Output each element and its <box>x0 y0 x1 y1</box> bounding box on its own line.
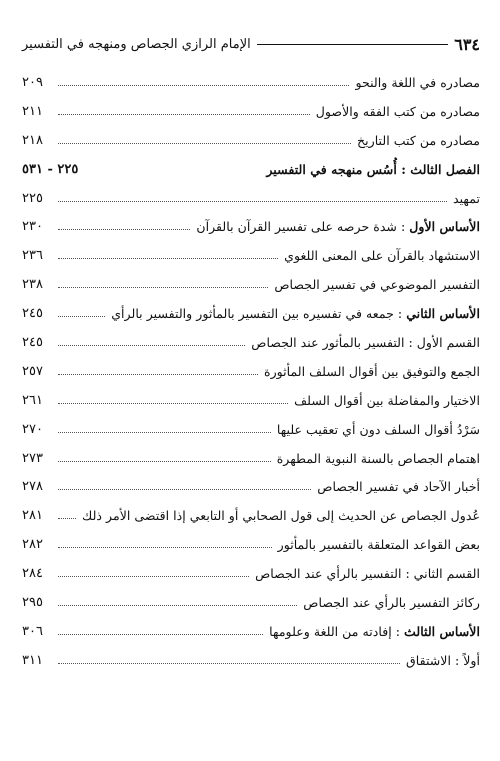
dot-leader <box>58 605 297 606</box>
toc-entry-label: الجمع والتوفيق بين أقوال السلف المأثورة <box>263 363 480 379</box>
toc-entry[interactable] <box>22 328 480 357</box>
toc-section-entry[interactable] <box>22 299 480 328</box>
dot-leader <box>58 576 249 577</box>
toc-entry[interactable] <box>22 646 480 675</box>
toc-page-number: ٢٢٥ <box>22 190 43 206</box>
toc-page-number: ٢٩٥ <box>22 594 43 610</box>
toc-entry[interactable] <box>22 241 480 270</box>
table-of-contents <box>22 68 480 675</box>
dot-leader <box>58 229 190 230</box>
toc-entry-label: الاستشهاد بالقرآن على المعنى اللغوي <box>284 248 480 264</box>
toc-entry-label: أولاً : الاشتقاق <box>405 652 480 668</box>
toc-page-number: ٢٨١ <box>22 508 43 524</box>
dot-leader <box>58 316 105 317</box>
toc-entry-label: التفسير الموضوعي في تفسير الجصاص <box>274 277 480 293</box>
toc-page-number: ٢٤٥ <box>22 334 43 350</box>
toc-entry-label: الاختيار والمفاضلة بين أقوال السلف <box>294 392 480 408</box>
toc-entry[interactable] <box>22 184 480 213</box>
toc-page-number: ٢٦١ <box>22 392 43 408</box>
dot-leader <box>58 518 76 519</box>
toc-entry-label: مصادره من كتب الفقه والأصول <box>315 103 480 119</box>
toc-entry[interactable] <box>22 126 480 155</box>
dot-leader <box>58 258 278 259</box>
toc-entry[interactable] <box>22 97 480 126</box>
toc-page-number: ٢٧٨ <box>22 479 43 495</box>
toc-page-number: ٢٨٢ <box>22 537 43 553</box>
toc-entry[interactable] <box>22 68 480 97</box>
toc-page-number: ٢٥٧ <box>22 363 43 379</box>
toc-page-number: ٢١١ <box>22 103 43 119</box>
dot-leader <box>58 432 271 433</box>
dot-leader <box>58 287 268 288</box>
dot-leader <box>58 403 288 404</box>
running-header <box>22 30 480 58</box>
toc-page-number: ٢٣٦ <box>22 248 43 264</box>
toc-page-number: ٢٧٣ <box>22 450 43 466</box>
toc-section-entry[interactable] <box>22 617 480 646</box>
toc-entry-label: ركائز التفسير بالرأي عند الجصاص <box>303 594 480 610</box>
toc-entry-label <box>269 624 480 639</box>
dot-leader <box>58 663 400 664</box>
section-description: : إفادته من اللغة وعلومها <box>269 623 404 639</box>
toc-entry-label: اهتمام الجصاص بالسنة النبوية المطهرة <box>276 450 480 466</box>
dot-leader <box>58 461 271 462</box>
dot-leader <box>58 114 310 115</box>
chapter-title: الفصل الثالث : أُسُس منهجه في التفسير <box>266 161 480 177</box>
section-name: الأساس الثالث <box>403 623 480 639</box>
toc-chapter-heading[interactable] <box>22 155 480 184</box>
toc-entry-label <box>111 306 480 321</box>
toc-entry-label: أخبار الآحاد في تفسير الجصاص <box>317 479 480 495</box>
toc-page-number: ٢٧٠ <box>22 421 43 437</box>
toc-section-entry[interactable] <box>22 212 480 241</box>
dot-leader <box>58 201 447 202</box>
toc-entry-label: مصادره من كتب التاريخ <box>357 132 480 148</box>
toc-entry[interactable] <box>22 444 480 473</box>
toc-entry-label: عُدول الجصاص عن الحديث إلى قول الصحابي أو التابعي إذا اقتضى الأمر ذلك <box>81 508 480 524</box>
toc-entry[interactable] <box>22 501 480 530</box>
section-description: : شدة حرصه على تفسير القرآن بالقرآن <box>196 219 410 235</box>
dot-leader <box>58 143 351 144</box>
toc-entry-label <box>196 219 480 234</box>
toc-entry-label: القسم الأول : التفسير بالمأثور عند الجصاص <box>251 334 480 350</box>
page-number: ٦٣٤ <box>454 34 480 54</box>
dot-leader <box>58 345 245 346</box>
toc-entry[interactable] <box>22 357 480 386</box>
header-rule <box>257 44 449 45</box>
toc-page-number: ٢٠٩ <box>22 74 43 90</box>
dot-leader <box>58 489 311 490</box>
toc-entry[interactable] <box>22 270 480 299</box>
toc-page-number: ٢١٨ <box>22 132 43 148</box>
section-description: : جمعه في تفسيره بين التفسير بالمأثور والتفسير بالرأي <box>111 306 407 322</box>
dot-leader <box>58 85 349 86</box>
toc-entry-label: بعض القواعد المتعلقة بالتفسير بالمأثور <box>277 537 480 553</box>
section-name: الأساس الثاني <box>406 306 480 322</box>
toc-entry[interactable] <box>22 530 480 559</box>
toc-entry-label: القسم الثاني : التفسير بالرأي عند الجصاص <box>255 566 480 582</box>
toc-page-number: ٣١١ <box>22 652 43 668</box>
section-name: الأساس الأول <box>409 219 480 235</box>
toc-page-number: ٢٣٠ <box>22 219 43 235</box>
chapter-page-range: ٢٢٥ - ٥٣١ <box>22 161 79 177</box>
toc-entry-label: تمهيد <box>452 190 480 206</box>
dot-leader <box>58 374 258 375</box>
toc-page-number: ٢٣٨ <box>22 277 43 293</box>
toc-page-number: ٣٠٦ <box>22 623 43 639</box>
dot-leader <box>58 634 263 635</box>
toc-entry[interactable] <box>22 415 480 444</box>
dot-leader <box>58 547 272 548</box>
toc-page-number: ٢٨٤ <box>22 566 43 582</box>
toc-page-number: ٢٤٥ <box>22 306 43 322</box>
toc-entry[interactable] <box>22 588 480 617</box>
toc-entry-label: سَرْدُ أقوال السلف دون أي تعقيب عليها <box>276 421 480 437</box>
toc-entry-label: مصادره في اللغة والنحو <box>355 74 480 90</box>
running-title: الإمام الرازي الجصاص ومنهجه في التفسير <box>22 36 251 52</box>
toc-entry[interactable] <box>22 472 480 501</box>
toc-entry[interactable] <box>22 559 480 588</box>
toc-entry[interactable] <box>22 386 480 415</box>
